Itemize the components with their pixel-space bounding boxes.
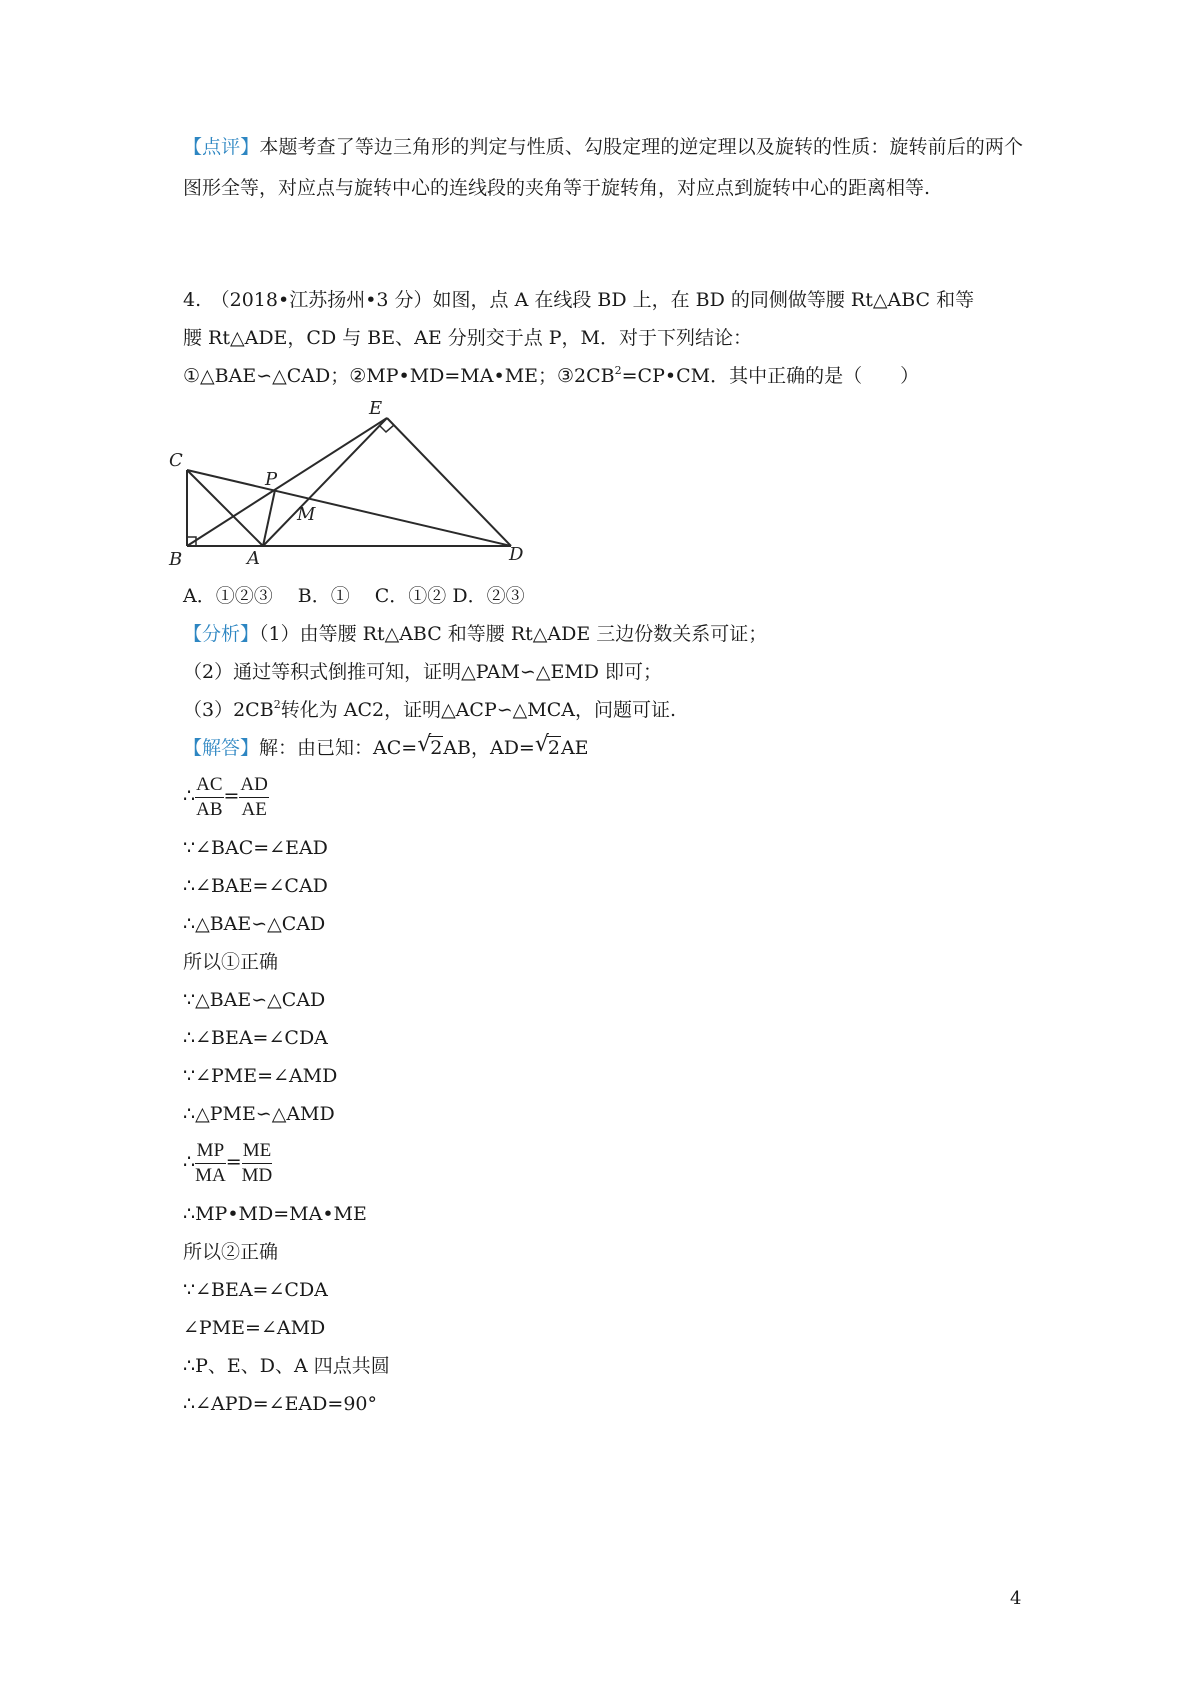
analysis-line-1-text: （1）由等腰 Rt△ABC 和等腰 Rt△ADE 三边份数关系可证； (259, 623, 768, 645)
analysis-line-3-b: 转化为 AC2，证明△ACP∽△MCA，问题可证. (280, 699, 677, 721)
answer-tag: 【解答】 (183, 737, 260, 759)
label-C: C (169, 450, 183, 471)
question-line-2: 腰 Rt△ADE，CD 与 BE、AE 分别交于点 P，M．对于下列结论： (183, 327, 753, 349)
segment-BE (187, 418, 387, 546)
question-line-3-a: ①△BAE∽△CAD；②MP•MD=MA•ME；③2CB (183, 365, 615, 387)
step-line: ∴∠BEA=∠CDA (183, 1027, 328, 1049)
step-line: ∴△PME∽△AMD (183, 1103, 335, 1125)
label-A: A (247, 548, 260, 569)
analysis-line-2: （2）通过等积式倒推可知，证明△PAM∽△EMD 即可； (183, 661, 663, 683)
right-angle-E (379, 425, 394, 432)
analysis-line-3-sup: 2 (273, 698, 281, 711)
fraction-1-right: $\frac{AD}{AE}$ (240, 773, 268, 820)
fraction-line-1: ∴ $\frac{AC}{AB}$ = $\frac{AD}{AE}$ (183, 773, 268, 820)
fraction-1-prefix: ∴ (183, 785, 196, 807)
answer-end: AE (560, 737, 589, 759)
fraction-1-left: $\frac{AC}{AB}$ (196, 773, 223, 820)
sqrt-2: √ 2 (534, 732, 560, 759)
label-M: M (297, 504, 316, 525)
segment-CA (187, 470, 263, 546)
label-E: E (369, 398, 383, 419)
step-line: ∵△BAE∽△CAD (183, 989, 326, 1011)
answer-intro-line (183, 734, 589, 762)
geometry-figure (169, 398, 575, 570)
fraction-2-prefix: ∴ (183, 1151, 196, 1173)
question-line-1: 4. （2018•江苏扬州•3 分）如图，点 A 在线段 BD 上，在 BD 的同侧做等腰 Rt△ABC 和等 (183, 289, 975, 311)
question-line-3-b: =CP•CM．其中正确的是（ ） (621, 365, 920, 387)
sqrt-1: √ 2 (417, 732, 443, 759)
question-line-3 (183, 362, 919, 390)
fraction-2-left: $\frac{MP}{MA}$ (195, 1139, 226, 1186)
comment-text: 本题考查了等边三角形的判定与性质、勾股定理的逆定理以及旋转的性质：旋转前后的两个图形全等，对应点与旋转中心的连线段的夹角等于旋转角，对应点到旋转中心的距离相等. (183, 136, 1023, 199)
step-line: ∵∠PME=∠AMD (183, 1065, 338, 1087)
step-line: ∴∠APD=∠EAD=90° (183, 1393, 378, 1415)
answer-mid: AB，AD= (443, 737, 535, 759)
analysis-tag: 【分析】 (183, 623, 260, 645)
step-line: ∠PME=∠AMD (183, 1317, 326, 1339)
step-line: ∴MP•MD=MA•ME (183, 1203, 367, 1225)
step-line: ∴∠BAE=∠CAD (183, 875, 328, 897)
comment-tag: 【点评】 (183, 136, 260, 158)
question-line-3-sup: 2 (614, 364, 622, 377)
segment-ED (387, 418, 511, 546)
answer-intro: 解：由已知：AC= (259, 737, 418, 759)
step-line: ∵∠BAC=∠EAD (183, 837, 328, 859)
page-number: 4 (1010, 1588, 1022, 1609)
step-line: 所以②正确 (183, 1241, 279, 1263)
label-P: P (265, 469, 278, 490)
segment-AP (263, 490, 275, 546)
analysis-line-3-a: （3）2CB (183, 699, 274, 721)
segment-CD (187, 470, 511, 546)
analysis-line-3 (183, 696, 676, 724)
label-B: B (169, 549, 183, 570)
step-line: ∴△BAE∽△CAD (183, 913, 326, 935)
answer-options: A．①②③ B．① C．①② D．②③ (183, 585, 525, 607)
step-line: ∵∠BEA=∠CDA (183, 1279, 328, 1301)
comment-paragraph (183, 127, 1023, 209)
label-D: D (509, 544, 524, 565)
analysis-line-1 (183, 620, 767, 648)
fraction-line-2: ∴ $\frac{MP}{MA}$ = $\frac{ME}{MD}$ (183, 1139, 273, 1186)
step-line: 所以①正确 (183, 951, 279, 973)
fraction-2-right: $\frac{ME}{MD}$ (241, 1139, 273, 1186)
step-line: ∴P、E、D、A 四点共圆 (183, 1355, 390, 1377)
segment-AE (263, 418, 387, 546)
